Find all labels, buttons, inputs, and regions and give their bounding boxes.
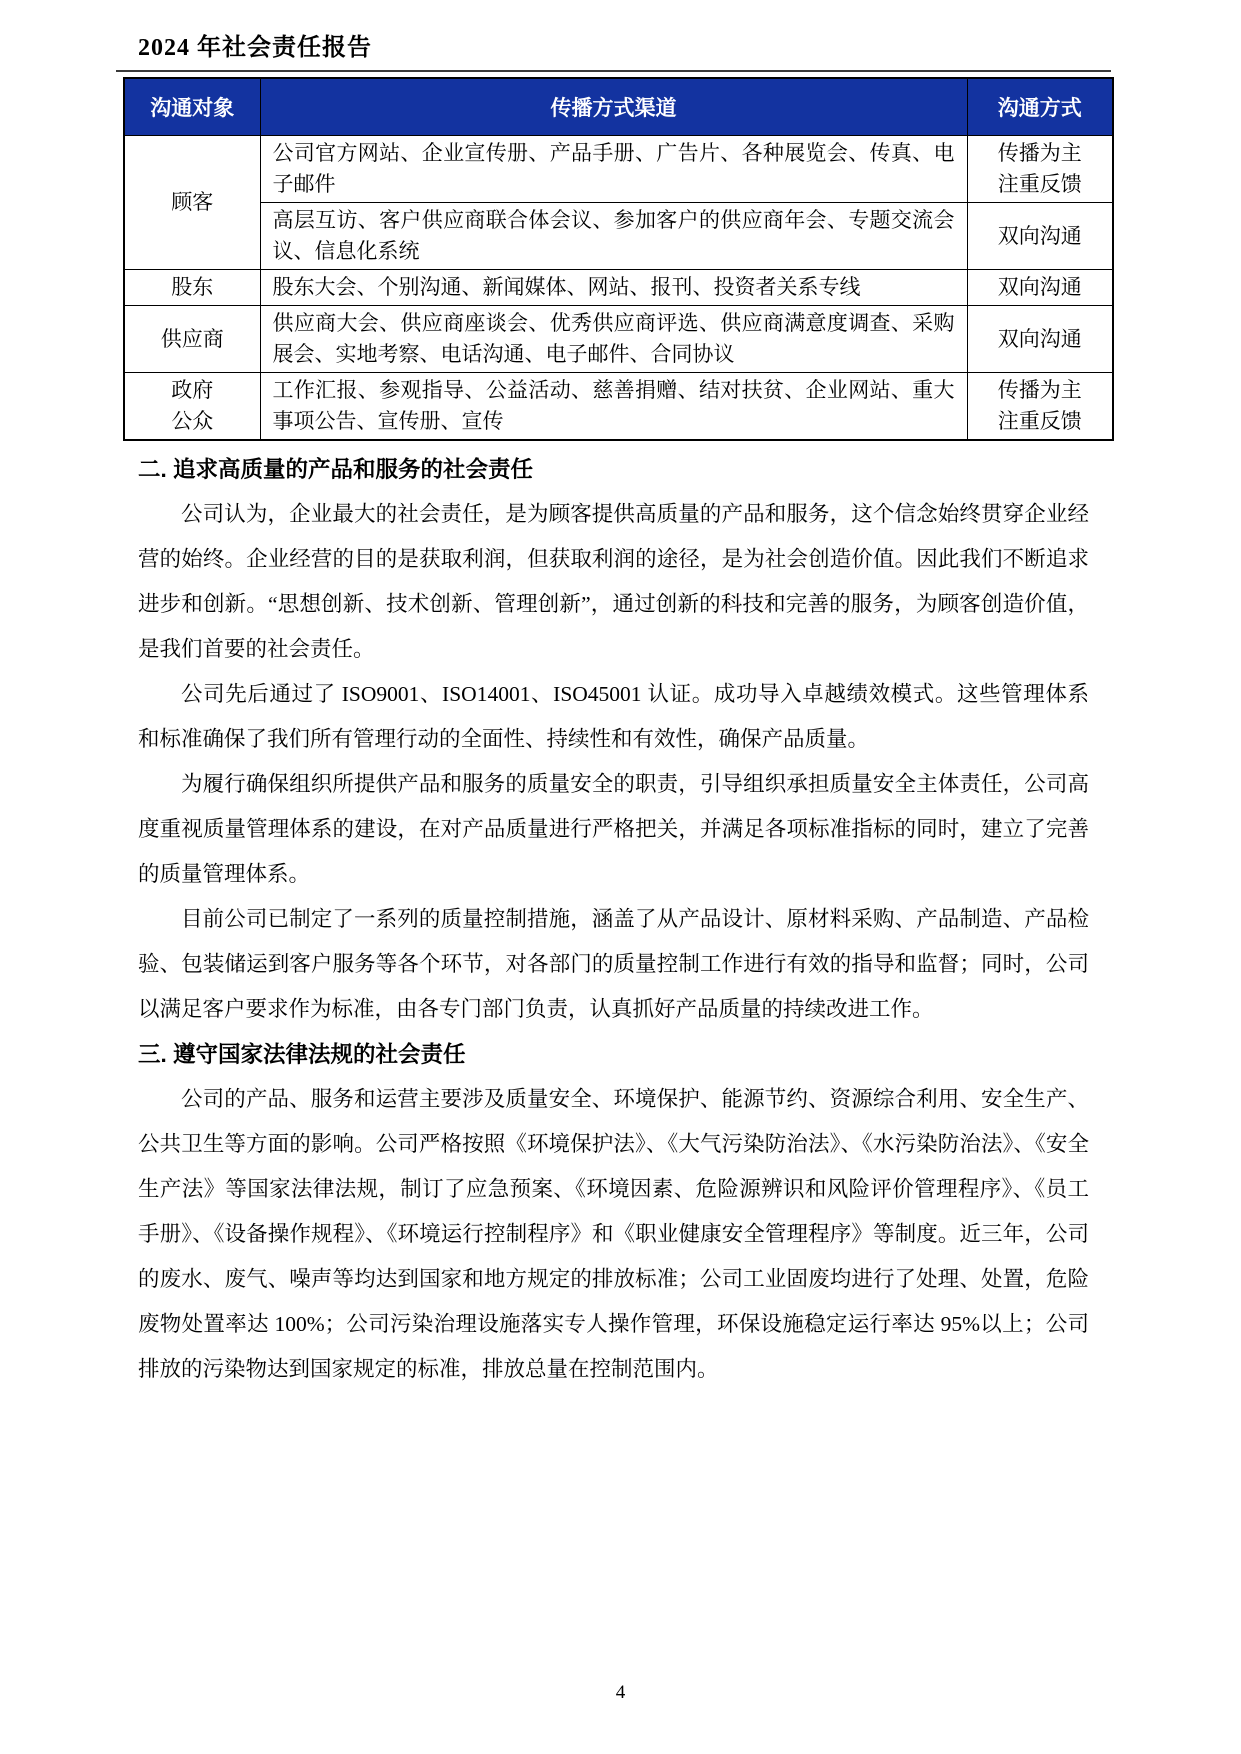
- target-line: 公众: [171, 409, 214, 433]
- method-line: 注重反馈: [997, 409, 1082, 433]
- target-line: 政府: [171, 378, 214, 402]
- method-cell: 双向沟通: [967, 270, 1113, 306]
- paragraph: 公司认为，企业最大的社会责任，是为顾客提供高质量的产品和服务，这个信念始终贯穿企业经营的始终。企业经营的目的是获取利润，但获取利润的途径，是为社会创造价值。因此我们不断追求进步和创新。“思想创新、技术创新、管理创新”，通过创新的科技和完善的服务，为顾客创造价值，是我们首要的社会责任。: [138, 502, 1089, 661]
- method-cell: [967, 373, 1113, 441]
- paragraph: 公司先后通过了 ISO9001、ISO14001、ISO45001 认证。成功导入卓越绩效模式。这些管理体系和标准确保了我们所有管理行动的全面性、持续性和有效性，确保产品质量。: [138, 682, 1089, 751]
- paragraph: 为履行确保组织所提供产品和服务的质量安全的职责，引导组织承担质量安全主体责任，公司高度重视质量管理体系的建设，在对产品质量进行严格把关，并满足各项标准指标的同时，建立了完善的质量管理体系。: [138, 772, 1089, 886]
- title-underline: [116, 70, 1111, 72]
- col-header-channel: 传播方式渠道: [260, 78, 967, 136]
- channel-cell: 高层互访、客户供应商联合体会议、参加客户的供应商年会、专题交流会议、信息化系统: [260, 203, 967, 270]
- channel-cell: 供应商大会、供应商座谈会、优秀供应商评选、供应商满意度调查、采购展会、实地考察、电话沟通、电子邮件、合同协议: [260, 306, 967, 373]
- page-title: 2024 年社会责任报告: [138, 35, 372, 61]
- method-line: 传播为主: [997, 141, 1082, 165]
- col-header-method: 沟通方式: [967, 78, 1113, 136]
- channel-cell: 股东大会、个别沟通、新闻媒体、网站、报刊、投资者关系专线: [260, 270, 967, 306]
- channel-cell: 工作汇报、参观指导、公益活动、慈善捐赠、结对扶贫、企业网站、重大事项公告、宣传册、宣传: [260, 373, 967, 441]
- target-cell-customer: 顾客: [124, 136, 260, 270]
- table-row: [124, 306, 1113, 373]
- paragraph: 公司的产品、服务和运营主要涉及质量安全、环境保护、能源节约、资源综合利用、安全生产、公共卫生等方面的影响。公司严格按照《环境保护法》、《大气污染防治法》、《水污染防治法》、《安全生产法》等国家法律法规，制订了应急预案、《环境因素、危险源辨识和风险评价管理程序》、《员工手册》、《设备操作规程》、《环境运行控制程序》和《职业健康安全管理程序》等制度。近三年，公司的废水、废气、噪声等均达到国家和地方规定的排放标准；公司工业固废均进行了处理、处置，危险废物处置率达 100%；公司污染治理设施落实专人操作管理，环保设施稳定运行率达 95%以上；公司排放的污染物达到国家规定的标准，排放总量在控制范围内。: [138, 1087, 1089, 1381]
- target-cell-government-public: [124, 373, 260, 441]
- communication-table: [123, 77, 1114, 441]
- table-header-row: [124, 78, 1113, 136]
- table-row: [124, 373, 1113, 441]
- method-cell: 双向沟通: [967, 306, 1113, 373]
- section-heading-3: 三. 遵守国家法律法规的社会责任: [138, 1042, 466, 1067]
- paragraph: 目前公司已制定了一系列的质量控制措施，涵盖了从产品设计、原材料采购、产品制造、产品检验、包装储运到客户服务等各个环节，对各部门的质量控制工作进行有效的指导和监督；同时，公司以满足客户要求作为标准，由各专门部门负责，认真抓好产品质量的持续改进工作。: [138, 907, 1089, 1021]
- section-heading-2: 二. 追求高质量的产品和服务的社会责任: [138, 457, 534, 482]
- document-header: [138, 34, 1111, 62]
- method-cell: [967, 136, 1113, 203]
- table-row: [124, 270, 1113, 306]
- method-line: 传播为主: [997, 378, 1082, 402]
- page-number: 4: [615, 1682, 626, 1703]
- document-body: [138, 447, 1089, 1392]
- col-header-target: 沟通对象: [124, 78, 260, 136]
- table-row: [124, 203, 1113, 270]
- channel-cell: 公司官方网站、企业宣传册、产品手册、广告片、各种展览会、传真、电子邮件: [260, 136, 967, 203]
- method-line: 注重反馈: [997, 172, 1082, 196]
- table-row: [124, 136, 1113, 203]
- method-cell: 双向沟通: [967, 203, 1113, 270]
- target-cell-shareholder: 股东: [124, 270, 260, 306]
- target-cell-supplier: 供应商: [124, 306, 260, 373]
